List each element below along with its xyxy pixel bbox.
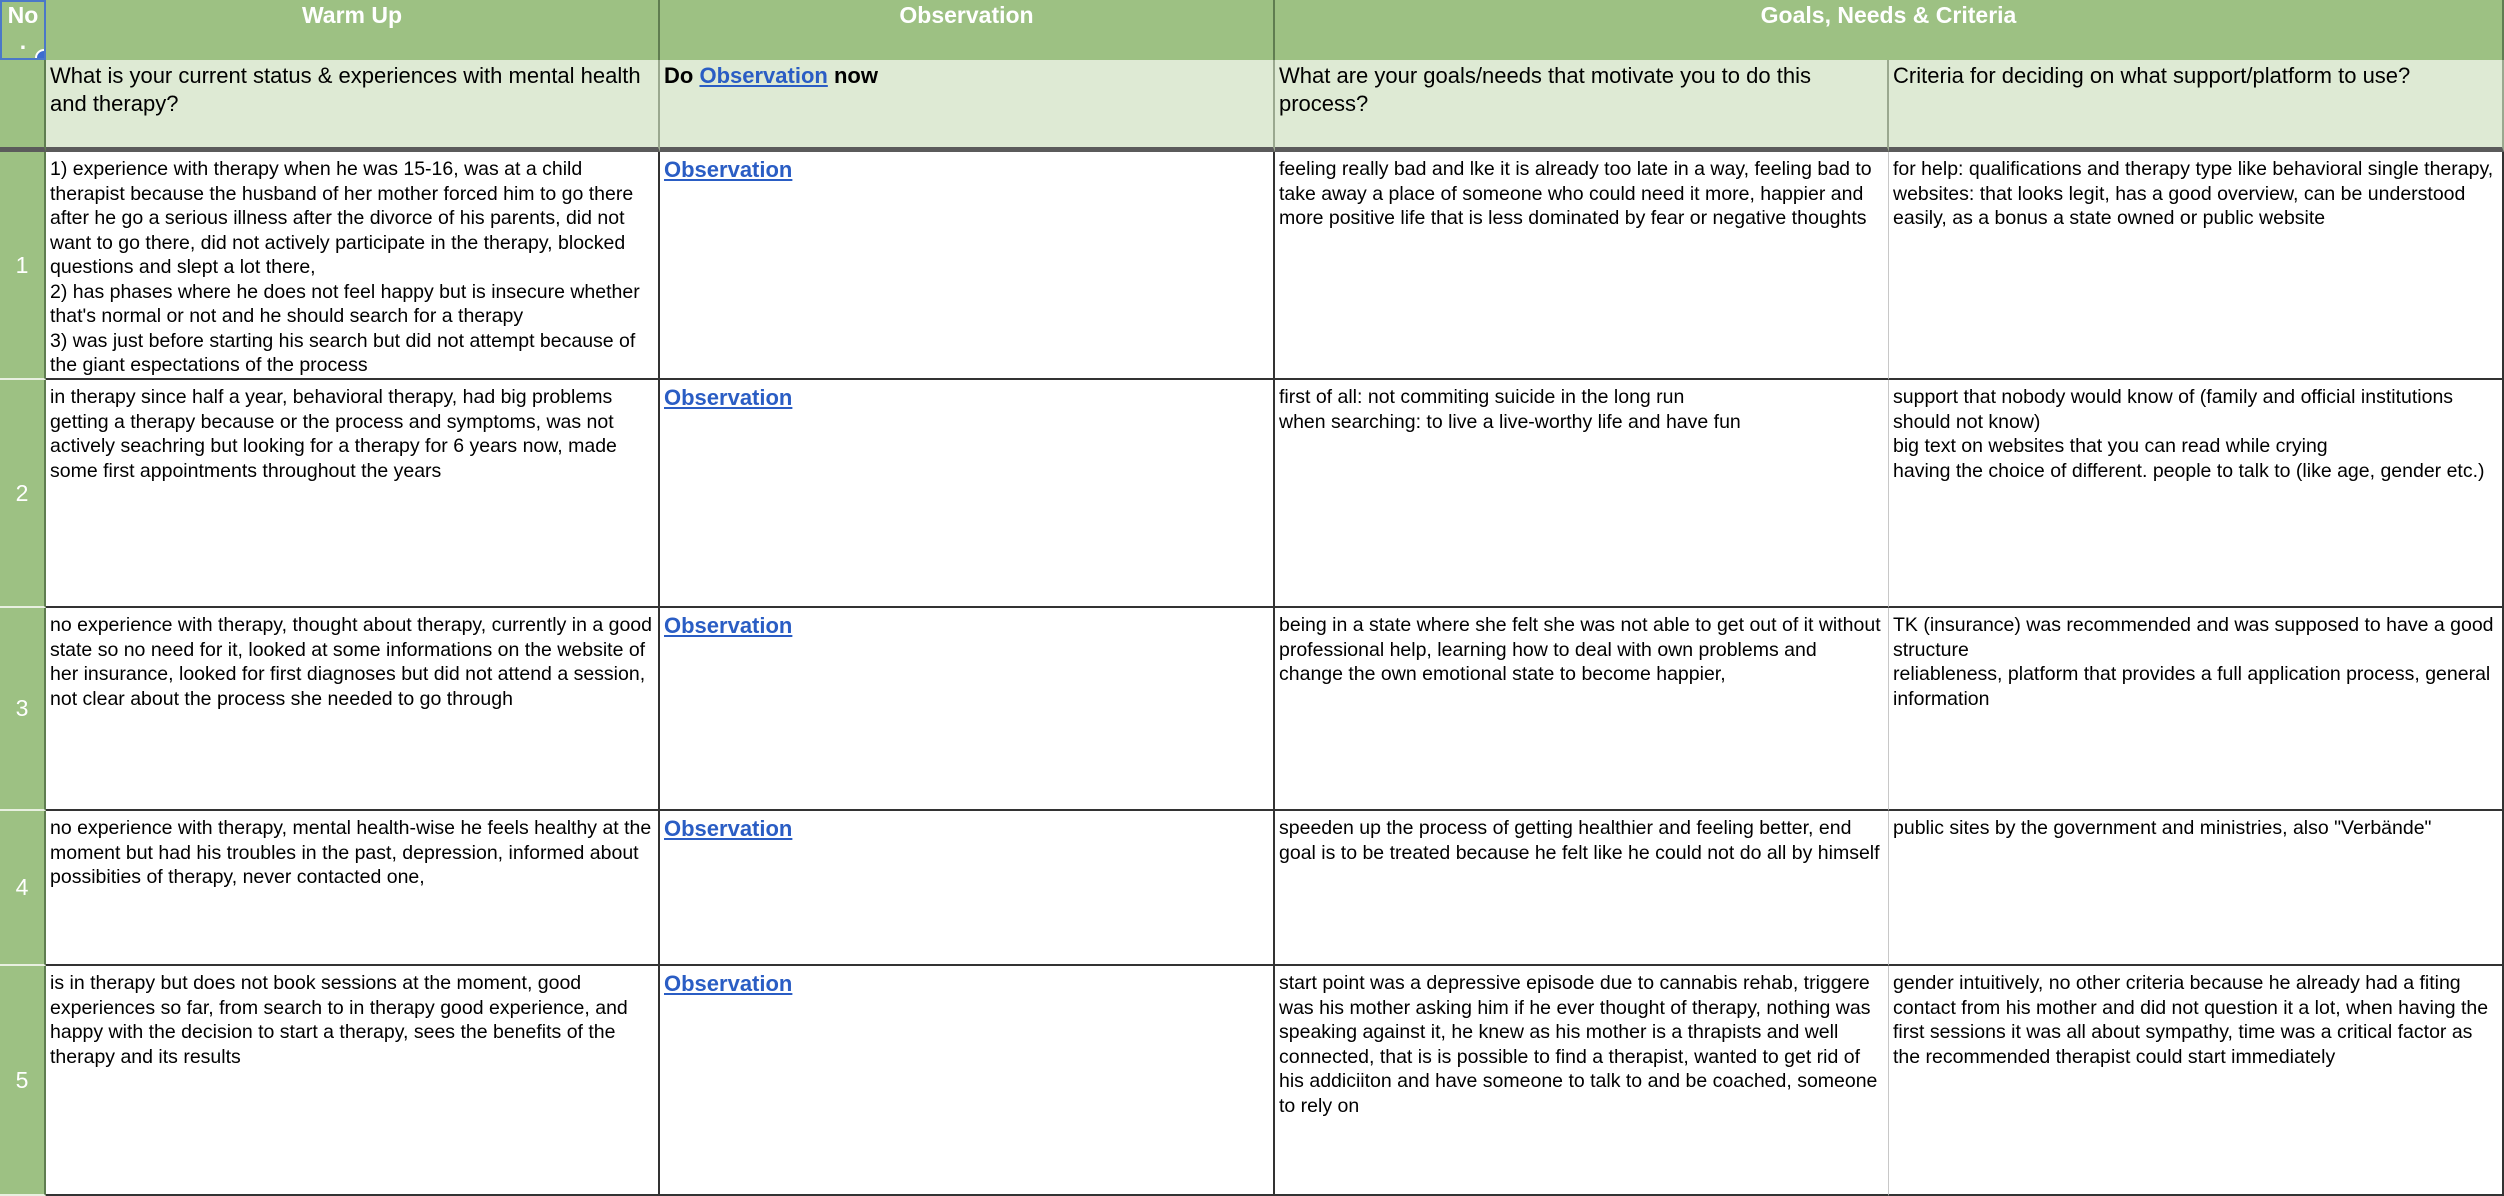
subheader-observation[interactable]	[660, 60, 1275, 152]
observation-cell[interactable]	[660, 380, 1275, 608]
warm-up-cell[interactable]: no experience with therapy, thought about therapy, currently in a good state so no need for it, looked at some informations on the website of her insurance, looked for first diagnoses but did not attend a session, not clear about the process she needed to go through	[46, 608, 660, 811]
goals-cell[interactable]: feeling really bad and lke it is already too late in a way, feeling bad to take away a place of someone who could need it more, happier and more positive life that is less dominated by fear or negative thoughts	[1275, 152, 1889, 380]
table-row	[0, 152, 2504, 380]
observation-link[interactable]: Observation	[664, 385, 793, 410]
observation-instruction	[664, 63, 878, 88]
goals-cell[interactable]: being in a state where she felt she was not able to get out of it without professional help, learning how to deal with own problems and change the own emotional state to become happier,	[1275, 608, 1889, 811]
header-observation[interactable]: Observation	[660, 0, 1275, 60]
row-number[interactable]: 3	[0, 608, 46, 811]
observation-link[interactable]: Observation	[699, 63, 828, 88]
table-row	[0, 811, 2504, 966]
observation-link[interactable]: Observation	[664, 157, 793, 182]
warm-up-cell[interactable]: is in therapy but does not book sessions at the moment, good experiences so far, from search to in therapy good experience, and happy with the decision to start a therapy, sees the benefits of the therapy and its results	[46, 966, 660, 1196]
observation-link[interactable]: Observation	[664, 613, 793, 638]
table-row	[0, 966, 2504, 1196]
observation-link[interactable]: Observation	[664, 816, 793, 841]
observation-cell[interactable]	[660, 608, 1275, 811]
selection-handle[interactable]	[35, 49, 46, 60]
warm-up-cell[interactable]: in therapy since half a year, behavioral therapy, had big problems getting a therapy because or the process and symptoms, was not actively seachring but looking for a therapy for 6 years now, made some first appointments throughout the years	[46, 380, 660, 608]
header-no-cell[interactable]	[0, 0, 46, 60]
subheader-no-cell[interactable]	[0, 60, 46, 152]
criteria-cell[interactable]: gender intuitively, no other criteria because he already had a fiting contact from his mother and did not question it a lot, when having the first sessions it was all about sympathy, time was a critical factor as the recommended therapist could start immediately	[1889, 966, 2504, 1196]
row-number[interactable]: 2	[0, 380, 46, 608]
observation-link[interactable]: Observation	[664, 971, 793, 996]
subheader-warm-up[interactable]: What is your current status & experiences with mental health and therapy?	[46, 60, 660, 152]
criteria-cell[interactable]: TK (insurance) was recommended and was supposed to have a good structure reliableness, platform that provides a full application process, general information	[1889, 608, 2504, 811]
row-number[interactable]: 1	[0, 152, 46, 380]
goals-cell[interactable]: first of all: not commiting suicide in the long run when searching: to live a live-worthy life and have fun	[1275, 380, 1889, 608]
header-row	[0, 0, 2504, 60]
goals-cell[interactable]: speeden up the process of getting healthier and feeling better, end goal is to be treated because he felt like he could not do all by himself	[1275, 811, 1889, 966]
subheader-row	[0, 60, 2504, 152]
header-goals[interactable]: Goals, Needs & Criteria	[1275, 0, 2504, 60]
criteria-cell[interactable]: for help: qualifications and therapy type like behavioral single therapy, websites: that looks legit, has a good overview, can be understood easily, as a bonus a state owned or public website	[1889, 152, 2504, 380]
row-number[interactable]: 4	[0, 811, 46, 966]
header-no-label: No .	[7, 2, 39, 54]
table-row	[0, 608, 2504, 811]
observation-prefix: Do	[664, 63, 700, 88]
criteria-cell[interactable]: support that nobody would know of (family and official institutions should not know) big text on websites that you can read while crying having the choice of different. people to talk to (like age, gender etc.)	[1889, 380, 2504, 608]
table-row	[0, 380, 2504, 608]
header-warm-up[interactable]: Warm Up	[46, 0, 660, 60]
subheader-goals[interactable]: What are your goals/needs that motivate you to do this process?	[1275, 60, 1889, 152]
criteria-cell[interactable]: public sites by the government and ministries, also "Verbände"	[1889, 811, 2504, 966]
subheader-criteria[interactable]: Criteria for deciding on what support/platform to use?	[1889, 60, 2504, 152]
goals-cell[interactable]: start point was a depressive episode due to cannabis rehab, triggere was his mother asking him if he ever thought of therapy, nothing was speaking against it, he knew as his mother is a thrapists and well connected, that is is possible to find a therapist, wanted to get rid of his addiciiton and have someone to talk to and be coached, someone to rely on	[1275, 966, 1889, 1196]
observation-cell[interactable]	[660, 152, 1275, 380]
warm-up-cell[interactable]: no experience with therapy, mental health-wise he feels healthy at the moment but had his troubles in the past, depression, informed about possibities of therapy, never contacted one,	[46, 811, 660, 966]
observation-cell[interactable]	[660, 966, 1275, 1196]
observation-cell[interactable]	[660, 811, 1275, 966]
observation-suffix: now	[827, 63, 878, 88]
warm-up-cell[interactable]: 1) experience with therapy when he was 15-16, was at a child therapist because the husband of her mother forced him to go there after he go a serious illness after the divorce of his parents, did not want to go there, did not actively participate in the therapy, blocked questions and slept a lot there, 2) has phases where he does not feel happy but is insecure whether that's normal or not and he should search for a therapy 3) was just before starting his search but did not attempt because of the giant espectations of the process	[46, 152, 660, 380]
row-number[interactable]: 5	[0, 966, 46, 1196]
